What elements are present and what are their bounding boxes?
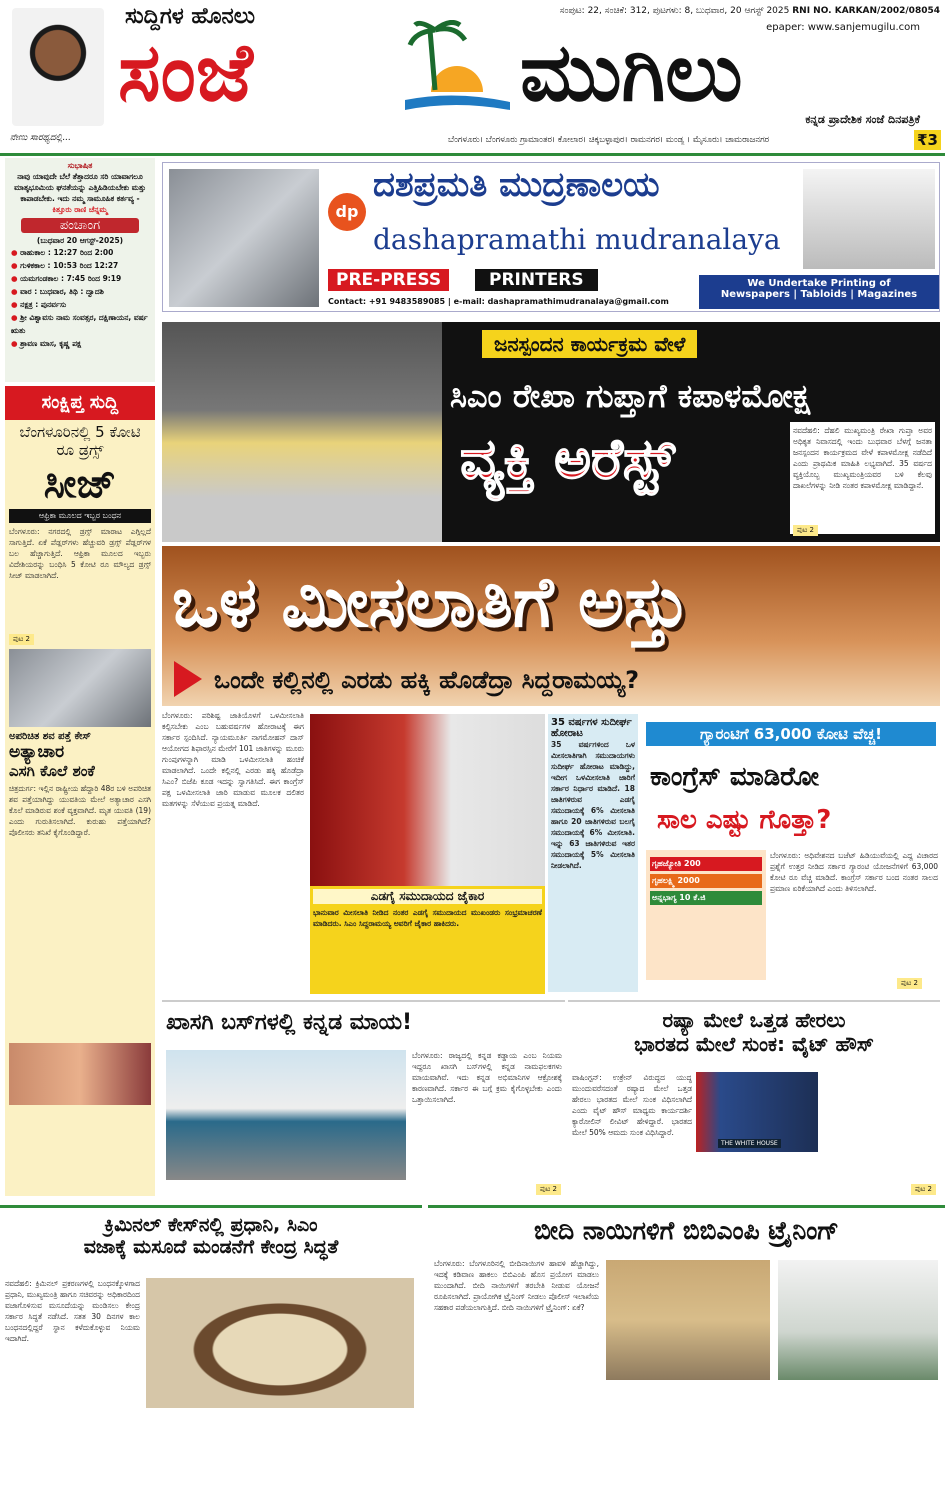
criminal-headline-2: ವಜಾಕ್ಕೆ ಮಸೂದೆ ಮಂಡನೆಗೆ ಕೇಂದ್ರ ಸಿದ್ಧತೆ — [83, 1236, 339, 1258]
siddaramaiah-photo — [310, 714, 545, 890]
brief-box — [5, 420, 155, 1196]
russia-story — [568, 1000, 940, 1200]
brief-big-headline: ಸೀಜ್ — [43, 461, 117, 507]
masthead-title-right: ಮುಗಿಲು — [520, 26, 743, 119]
dogs-photo — [606, 1260, 770, 1380]
criminal-headline: ಕ್ರಿಮಿನಲ್ ಕೇಸ್‌ನಲ್ಲಿ ಪ್ರಧಾನಿ, ಸಿಎಂ — [104, 1214, 318, 1236]
main-subheadline: ಒಂದೇ ಕಲ್ಲಿನಲ್ಲಿ ಎರಡು ಹಕ್ಕಿ ಹೊಡೆದ್ರಾ ಸಿದ್ದರಾಮಯ್ಯ? — [214, 666, 640, 694]
suspects-photo — [9, 649, 151, 727]
prepress-label: PRE-PRESS — [328, 269, 449, 291]
brief-body: ಬೆಂಗಳೂರು: ನಗರದಲ್ಲಿ ಡ್ರಗ್ಸ್ ಮಾರಾಟ ಎಗ್ಗಿಲ್ಲದೆ ಸಾಗುತ್ತಿದೆ. ಏಕೆ ಪೆಡ್ಲರ್‌ಗಳು ಹೆಚ್ಚುವರಿ ಡ್ರಗ್ಸ್ ಪೆಡ್ಲರ್‌ಗಳ ಬಲ ಹೆಚ್ಚಾಗುತ್ತಿದೆ. ಆಫ್ರಿಕಾ ಮೂಲದ ಇಬ್ಬರು ವಿದೇಶಿಯರನ್ನು ಬಂಧಿಸಿ 5 ಕೋಟಿ ರೂ ಮೌಲ್ಯದ ಡ್ರಗ್ಸ್ ಸೀಜ್ ಮಾಡಲಾಗಿದೆ. — [9, 527, 151, 580]
editions: ಬೆಂಗಳೂರು। ಬೆಂಗಳೂರು ಗ್ರಾಮಾಂತರ। ಕೋಲಾರ। ಚಿಕ್ಕಬಳ್ಳಾಪುರ। ರಾಮನಗರ। ಮಂಡ್ಯ । ಮೈಸೂರು। ಚಾಮರಾಜನಗರ — [448, 135, 770, 145]
guarantee-banner: ಗ್ಯಾರಂಟಿಗೆ 63,000 ಕೋಟಿ ವೆಚ್ಚ! — [646, 722, 936, 746]
printer-machine-image — [803, 169, 935, 269]
press-machine-image — [169, 169, 319, 307]
panchanga-item: ● ಯಮಗಂಡಕಾಲ : 7:45 ರಿಂದ 9:19 — [11, 274, 122, 283]
dogs-story — [428, 1205, 945, 1491]
panchanga-list — [11, 246, 149, 350]
panchanga-date: (ಬುಧವಾರ 20 ಆಗಸ್ಟ್-2025) — [36, 236, 124, 245]
criminal-body-2 — [146, 1413, 414, 1489]
printing-ad[interactable] — [162, 162, 940, 312]
masthead — [0, 0, 945, 156]
brief-subhead: ಆಫ್ರಿಕಾ ಮೂಲದ ಇಬ್ಬರ ಬಂಧನ — [9, 509, 151, 523]
criminal-story — [0, 1205, 422, 1491]
bus-photo — [166, 1050, 406, 1180]
subhashita-text: ನಾವು ಯಾವುದೇ ಬೆಲೆ ತೆತ್ತಾದರೂ ಸರಿ ಯಾವಾಗಲೂ ಮಾತೃಭೂಮಿಯ ಘನತೆಯನ್ನು ಎತ್ತಿಹಿಡಿಯಬೇಕು ಮತ್ತು ಕಾಪಾಡಬೇಕು. ಇದು ನಮ್ಮ ಸಾಮೂಹಿಕ ಕರ್ತವ್ಯ - ಕಿತ್ತೂರು ರಾಣಿ ಚೆನ್ನಮ್ಮ — [14, 172, 146, 214]
epaper-link[interactable]: epaper: www.sanjemugilu.com — [766, 22, 920, 33]
continued-link[interactable]: ಪುಟ 2 — [536, 1184, 561, 1195]
brief-title: ಸಂಕ್ಷಿಪ್ತ ಸುದ್ದಿ — [5, 386, 155, 420]
price-badge: ₹3 — [914, 130, 941, 150]
guarantee-ad-image: ಗೃಹಜ್ಯೋತಿ 200 ಗೃಹಲಕ್ಷ್ಮಿ 2000 ಅನ್ನಭಾಗ್ಯ 10 ಕೆ.ಜಿ — [646, 850, 766, 980]
cabinet-meeting-photo — [146, 1278, 414, 1408]
panchanga-title: ಪಂಚಾಂಗ — [21, 218, 139, 233]
ad-services: We Undertake Printing of Newspapers | Tabloids | Magazines — [699, 275, 939, 309]
bbmp-building-photo — [778, 1260, 938, 1380]
panchanga-item: ● ವಾರ : ಬುಧವಾರ, ತಿಥಿ : ದ್ವಾದಶಿ — [11, 287, 104, 296]
bus-headline: ಖಾಸಗಿ ಬಸ್‌ಗಳಲ್ಲಿ ಕನ್ನಡ ಮಾಯ! — [166, 1010, 413, 1035]
russia-headline-2: ಭಾರತದ ಮೇಲೆ ಸುಂಕ: ವೈಟ್ ಹೌಸ್ — [634, 1032, 874, 1056]
founder-photo — [12, 8, 104, 126]
ad-contact: Contact: +91 9483589085 | e-mail: dashapramathimudranalaya@gmail.com — [328, 297, 669, 306]
story2-body: ಚಿತ್ರದುರ್ಗ: ಇಲ್ಲಿನ ರಾಷ್ಟ್ರೀಯ ಹೆದ್ದಾರಿ 48ರ ಬಳಿ ಅಪರಿಚಿತ ಶವ ಪತ್ತೆಯಾಗಿದ್ದು ಯುವತಿಯ ಮೇಲೆ ಅತ್ಯಾಚಾರ ಎಸಗಿ ಕೊಲೆ ಮಾಡಿರುವ ಶಂಕೆ ವ್ಯಕ್ತವಾಗಿದೆ. ಮೃತ ಯುವತಿ (19) ಎಂದು ಗುರುತಿಸಲಾಗಿದೆ. ಕುರುಹು ಪತ್ತೆಯಾಗಿದೆ? ಪೊಲೀಸರು ತನಿಖೆ ಕೈಗೊಂಡಿದ್ದಾರೆ. — [9, 784, 151, 837]
subtitle: ಕನ್ನಡ ಪ್ರಾದೇಶಿಕ ಸಂಜೆ ದಿನಪತ್ರಿಕೆ — [805, 113, 920, 126]
cm-body: ನವದೆಹಲಿ: ದೆಹಲಿ ಮುಖ್ಯಮಂತ್ರಿ ರೇಖಾ ಗುಪ್ತಾ ಅವರ ಅಧಿಕೃತ ನಿವಾಸದಲ್ಲಿ ಇಂದು ಬುಧವಾರ ಬೆಳಗ್ಗೆ ಜನತಾ ಜನಸ್ಪಂದನ ಕಾರ್ಯಕ್ರಮದ ವೇಳೆ ಕಪಾಳಮೋಕ್ಷ ನಡೆದಿದೆ ಎಂದು ಪ್ರಾಥಮಿಕ ಮಾಹಿತಿ ಲಭ್ಯವಾಗಿದೆ. 35 ವರ್ಷದ ವ್ಯಕ್ತಿಯೊಬ್ಬ ಮುಖ್ಯಮಂತ್ರಿಯವರ ಬಳಿ ಕೆಲವು ದಾಖಲೆಗಳನ್ನು ನೀಡಿ ನಂತರ ಕಪಾಳಮೋಕ್ಷ ಮಾಡಿದ್ದಾನೆ. ಪುಟ 2 — [790, 422, 935, 534]
russia-body: ವಾಷಿಂಗ್ಟನ್: ಉಕ್ರೇನ್ ವಿರುದ್ಧದ ಯುದ್ಧ ಮುಂದುವರೆಸದಂತೆ ರಷ್ಯಾದ ಮೇಲೆ ಒತ್ತಡ ಹೇರಲು ಭಾರತದ ಮೇಲೆ ಸುಂಕ ವಿಧಿಸಲಾಗಿದೆ ಎಂದು ವೈಟ್ ಹೌಸ್ ಮಾಧ್ಯಮ ಕಾರ್ಯದರ್ಶಿ ಕ್ಯಾರೋಲಿನ್ ಲೀವಿಟ್ ಹೇಳಿದ್ದಾರೆ. ಭಾರತದ ಮೇಲೆ 50% ಆಮದು ಸುಂಕ ವಿಧಿಸಿದ್ದಾರೆ. — [572, 1073, 692, 1137]
russia-body-2 — [822, 1072, 936, 1184]
panchanga-item: ● ಗುಳಿಕಕಾಲ : 10:53 ರಿಂದ 12:27 — [11, 261, 119, 270]
panchanga-item: ● ಶ್ರಾವಣ ಮಾಸ, ಕೃಷ್ಣ ಪಕ್ಷ — [11, 339, 82, 348]
continued-link[interactable]: ಪುಟ 2 — [911, 1184, 936, 1195]
bus-body: ಬೆಂಗಳೂರು: ರಾಜ್ಯದಲ್ಲಿ ಕನ್ನಡ ಕಡ್ಡಾಯ ಎಂಬ ನಿಯಮ ಇದ್ದರೂ ಖಾಸಗಿ ಬಸ್‌ಗಳಲ್ಲಿ ಕನ್ನಡ ನಾಮಫಲಕಗಳು ಮಾಯವಾಗಿವೆ. ಇದು ಕನ್ನಡ ಅಭಿಮಾನಿಗಳ ಆಕ್ರೋಶಕ್ಕೆ ಕಾರಣವಾಗಿದೆ. ಸರ್ಕಾರ ಈ ಬಗ್ಗೆ ಕ್ರಮ ಕೈಗೊಳ್ಳಬೇಕು ಎಂದು ಒತ್ತಾಯಿಸಲಾಗಿದೆ. — [412, 1051, 562, 1104]
cm-photo — [162, 322, 442, 542]
photo-caption: ಎಡಗೈ ಸಮುದಾಯದ ಜೈಕಾರ ಭಾನುವಾರ ಮೀಸಲಾತಿ ನೀಡಿದ ನಂತರ ಎಡಗೈ ಸಮುದಾಯದ ಮುಖಂಡರು ಸಂಭ್ರಮಾಚರಣೆ ಮಾಡಿದರು. ಸಿಎಂ ಸಿದ್ದರಾಮಯ್ಯ ಅವರಿಗೆ ಜೈಕಾರ ಹಾಕಿದರು. — [310, 886, 545, 994]
sunrise-logo — [395, 20, 515, 120]
russia-headline: ರಷ್ಯಾ ಮೇಲೆ ಒತ್ತಡ ಹೇರಲು — [662, 1008, 846, 1032]
dogs-headline: ಬೀದಿ ನಾಯಿಗಳಿಗೆ ಬಿಬಿಎಂಪಿ ಟ್ರೈನಿಂಗ್ — [534, 1216, 839, 1245]
main-story-band — [162, 546, 940, 706]
printers-label: PRINTERS — [475, 269, 598, 291]
founder-caption: ನೇಣು ಸಾರಥ್ಯದಲ್ಲಿ... — [10, 133, 72, 143]
cm-headline: ಸಿಎಂ ರೇಖಾ ಗುಪ್ತಾಗೆ ಕಪಾಳಮೋಕ್ಷ — [450, 377, 811, 415]
cm-big-headline: ವ್ಯಕ್ತಿ ಅರೆಸ್ಟ್ — [460, 427, 675, 492]
masthead-title-left: ಸಂಜೆ — [118, 26, 253, 119]
continued-link[interactable]: ಪುಟ 2 — [9, 634, 34, 645]
dogs-body: ಬೆಂಗಳೂರು: ಬೆಂಗಳೂರಿನಲ್ಲಿ ಬೀದಿನಾಯಿಗಳ ಹಾವಳಿ ಹೆಚ್ಚಾಗಿದ್ದು, ಇದಕ್ಕೆ ಕಡಿವಾಣ ಹಾಕಲು ಬಿಬಿಎಂಪಿ ಹೊಸ ಪ್ರಯೋಗ ಮಾಡಲು ಮುಂದಾಗಿದೆ. ಬೀದಿ ನಾಯಿಗಳಿಗೆ ತರಬೇತಿ ನೀಡುವ ಯೋಜನೆ ರೂಪಿಸಲಾಗಿದೆ. ಪ್ರಾಯೋಗಿಕ ಟ್ರೈನಿಂಗ್ ನೀಡಲು ಪೊಲೀಸ್ ಇಲಾಖೆಯ ಸಹಕಾರ ಪಡೆಯಲಾಗುತ್ತಿದೆ. ಬೀದಿ ನಾಯಿಗಳಿಗೆ ಟ್ರೈನಿಂಗ್: ಏಕೆ? — [434, 1259, 599, 1312]
ad-title-kn: ದಶಪ್ರಮತಿ ಮುದ್ರಣಾಲಯ — [373, 165, 660, 205]
main-body: ಬೆಂಗಳೂರು: ಪರಿಶಿಷ್ಟ ಜಾತಿಯೊಳಗೆ ಒಳಮೀಸಲಾತಿ ಕಲ್ಪಿಸಬೇಕು ಎಂಬ ಬಹುವರ್ಷಗಳ ಹೋರಾಟಕ್ಕೆ ಈಗ ಸರ್ಕಾರ ಸ್ಪಂದಿಸಿದೆ. ನ್ಯಾಯಮೂರ್ತಿ ನಾಗಮೋಹನ್ ದಾಸ್ ಆಯೋಗದ ಶಿಫಾರಸ್ಸಿನ ಮೇರೆಗೆ 101 ಜಾತಿಗಳನ್ನು ಮೂರು ಗುಂಪುಗಳನ್ನಾಗಿ ಮಾಡಿ ಒಳಮೀಸಲಾತಿ ಹಂಚಿಕೆ ಮಾಡಲಾಗಿದೆ. ಒಂದೇ ಕಲ್ಲಿನಲ್ಲಿ ಎರಡು ಹಕ್ಕಿ ಹೊಡೆದ್ರಾ ಸಿಎಂ? ಬಿಜೆಪಿ ಕೂಡ ಇದನ್ನು ಸ್ವಾಗತಿಸಿದೆ. ಈಗ ಕಾಂಗ್ರೆಸ್ ಪಕ್ಷ ಒಳಮೀಸಲಾತಿ ಜಾರಿ ಮಾಡುವ ಮೂಲಕ ದಲಿತರ ಮತಗಳನ್ನು ಸೆಳೆಯುವ ಪ್ರಯತ್ನ ಮಾಡಿದೆ. — [162, 711, 304, 808]
cm-kicker: ಜನಸ್ಪಂದನ ಕಾರ್ಯಕ್ರಮ ವೇಳೆ — [482, 330, 697, 358]
guarantee-body: ಬೆಂಗಳೂರು: ಅಧಿವೇಶನದ ಬಜೆಟ್ ಹಿಡಿಯುವೆಯಲ್ಲಿ ಎದ್ದ ವಿಚಾರದ ಪ್ರಶ್ನೆಗೆ ಉತ್ತರ ನೀಡಿದ ಸರ್ಕಾರ ಗ್ಯಾರಂಟಿ ಯೋಜನೆಗಳಿಗೆ 63,000 ಕೋಟಿ ರೂ ವೆಚ್ಚ ಮಾಡಿದೆ. ಕಾಂಗ್ರೆಸ್ ಸರ್ಕಾರ ಬಂದ ನಂತರ ಸಾಲದ ಪ್ರಮಾಣ ಏರಿಕೆಯಾಗಿದೆ ಎಂದು ತಿಳಿಸಲಾಗಿದೆ. — [770, 851, 938, 893]
victim-photo — [9, 1043, 151, 1105]
left-sidebar — [5, 158, 155, 1200]
side-box: 35 ವರ್ಷಗಳ ಸುದೀರ್ಘ ಹೋರಾಟ 35 ವರ್ಷಗಳಿಂದ ಒಳ ಮೀಸಲಾತಿಗಾಗಿ ಸಮುದಾಯಗಳು ಸುದೀರ್ಘ ಹೋರಾಟ ಮಾಡಿದ್ದು, ಇದೀಗ ಒಳಮೀಸಲಾತಿ ಜಾರಿಗೆ ಸರ್ಕಾರ ನಿರ್ಧಾರ ಮಾಡಿದೆ. 18 ಜಾತಿಗಳಿರುವ ಎಡಗೈ ಸಮುದಾಯಕ್ಕೆ 6% ಮೀಸಲಾತಿ ಹಾಗೂ 20 ಜಾತಿಗಳಿರುವ ಬಲಗೈ ಸಮುದಾಯಕ್ಕೆ 6% ಮೀಸಲಾತಿ. ಇನ್ನು 63 ಜಾತಿಗಳಿರುವ ಇತರ ಸಮುದಾಯಕ್ಕೆ 5% ಮೀಸಲಾತಿ ನೀಡಲಾಗಿದೆ. — [548, 714, 638, 992]
dogs-body-2 — [606, 1386, 938, 1486]
criminal-body: ನವದೆಹಲಿ: ಕ್ರಿಮಿನಲ್ ಪ್ರಕರಣಗಳಲ್ಲಿ ಬಂಧನಕ್ಕೊಳಗಾದ ಪ್ರಧಾನಿ, ಮುಖ್ಯಮಂತ್ರಿ ಹಾಗೂ ಸಚಿವರನ್ನು ಅಧಿಕಾರದಿಂದ ವಜಾಗೊಳಿಸುವ ಮಸೂದೆಯನ್ನು ಮಂಡಿಸಲು ಕೇಂದ್ರ ಸರ್ಕಾರ ಸಿದ್ಧತೆ ನಡೆಸಿದೆ. ಸತತ 30 ದಿನಗಳ ಕಾಲ ಬಂಧನದಲ್ಲಿದ್ದರೆ ಸ್ಥಾನ ಕಳೆದುಕೊಳ್ಳುವ ನಿಯಮ ಇದಾಗಿದೆ. — [5, 1279, 140, 1343]
guarantee-headline: ಕಾಂಗ್ರೆಸ್ ಮಾಡಿರೋ — [650, 762, 820, 792]
panchanga-item: ● ಶ್ರೀ ವಿಶ್ವಾವಸು ನಾಮ ಸಂವತ್ಸರ, ದಕ್ಷಿಣಾಯನ, ವರ್ಷ ಋತು — [11, 313, 148, 335]
white-house-photo: THE WHITE HOUSE — [696, 1072, 818, 1152]
subhashita-title: ಸುಭಾಷಿತ — [67, 161, 93, 170]
panchanga-item: ● ರಾಹುಕಾಲ : 12:27 ರಿಂದ 2:00 — [11, 248, 114, 257]
cm-story — [162, 322, 940, 542]
subhashita-box — [5, 158, 155, 382]
continued-link[interactable]: ಪುಟ 2 — [793, 525, 818, 536]
tagline: ಸುದ್ದಿಗಳ ಹೊನಲು — [125, 4, 256, 29]
panchanga-item: ● ನಕ್ಷತ್ರ : ಪುನರ್ವಸು — [11, 300, 67, 309]
issue-info: ಸಂಪುಟ: 22, ಸಂಚಿಕೆ: 312, ಪುಟಗಳು: 8, ಬುಧವಾರ, 20 ಆಗಸ್ಟ್ 2025 RNI NO. KARKAN/2002/08054 — [559, 6, 940, 16]
guarantee-headline-2: ಸಾಲ ಎಷ್ಟು ಗೊತ್ತಾ? — [657, 805, 832, 835]
ad-logo: dp — [328, 193, 366, 231]
bus-story — [162, 1000, 565, 1200]
main-headline: ಒಳ ಮೀಸಲಾತಿಗೆ ಅಸ್ತು — [172, 561, 690, 643]
story2-headline-2: ಎಸಗಿ ಕೊಲೆ ಶಂಕೆ — [9, 762, 95, 780]
continued-link[interactable]: ಪುಟ 2 — [897, 978, 922, 989]
story2-headline: ಅತ್ಯಾಚಾರ — [9, 742, 65, 762]
brief-headline: ಬೆಂಗಳೂರಿನಲ್ಲಿ 5 ಕೋಟಿ ರೂ ಡ್ರಗ್ಸ್ — [19, 423, 141, 459]
story2-kicker: ಅಪರಿಚಿತ ಶವ ಪತ್ತೆ ಕೇಸ್ — [9, 731, 91, 742]
ad-title-en: dashapramathi mudranalaya — [373, 223, 781, 256]
main-story-content — [162, 710, 940, 998]
play-triangle-icon — [174, 661, 202, 697]
